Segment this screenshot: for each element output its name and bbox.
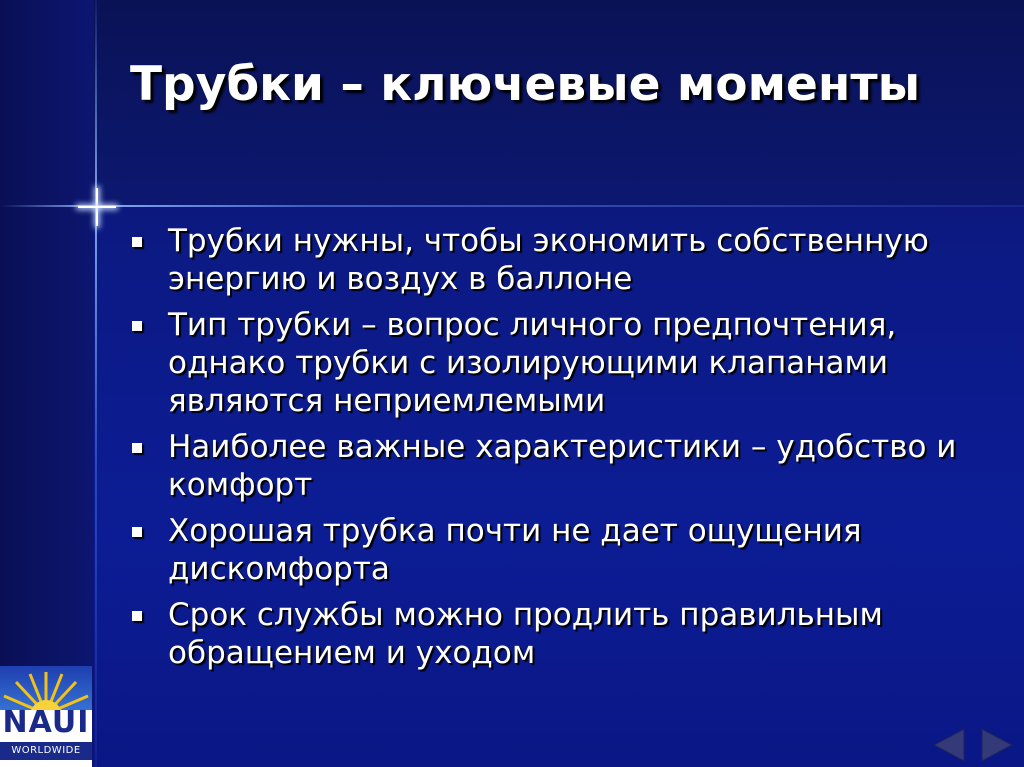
vertical-divider bbox=[95, 0, 97, 767]
slide-title: Трубки – ключевые моменты bbox=[130, 57, 921, 112]
triangle-right-icon bbox=[982, 729, 1012, 761]
previous-slide-button[interactable] bbox=[932, 727, 966, 763]
bullet-item bbox=[128, 306, 1008, 420]
sparkle-icon bbox=[78, 188, 116, 226]
bullet-item bbox=[128, 512, 1008, 588]
square-bullet-icon bbox=[132, 611, 142, 621]
square-bullet-icon bbox=[132, 443, 142, 453]
logo-subtext: WORLDWIDE bbox=[0, 742, 92, 760]
square-bullet-icon bbox=[132, 527, 142, 537]
left-strip bbox=[0, 0, 94, 767]
bullet-list bbox=[128, 222, 1008, 680]
bullet-text: Наиболее важные характеристики – удобство и комфорт bbox=[168, 429, 957, 503]
bullet-item bbox=[128, 428, 1008, 504]
square-bullet-icon bbox=[132, 321, 142, 331]
bullet-item bbox=[128, 222, 1008, 298]
next-slide-button[interactable] bbox=[980, 727, 1014, 763]
logo-text: NAUI bbox=[2, 705, 90, 740]
square-bullet-icon bbox=[132, 237, 142, 247]
naui-logo bbox=[0, 666, 92, 767]
horizontal-divider bbox=[0, 205, 1024, 207]
bullet-text: Трубки нужны, чтобы экономить собственную энергию и воздух в баллоне bbox=[168, 223, 929, 297]
bullet-text: Срок службы можно продлить правильным обращением и уходом bbox=[168, 597, 883, 671]
bullet-text: Тип трубки – вопрос личного предпочтения, однако трубки с изолирующими клапанами являются неприемлемыми bbox=[168, 307, 897, 419]
triangle-left-icon bbox=[934, 729, 964, 761]
bullet-text: Хорошая трубка почти не дает ощущения дискомфорта bbox=[168, 513, 862, 587]
bullet-item bbox=[128, 596, 1008, 672]
